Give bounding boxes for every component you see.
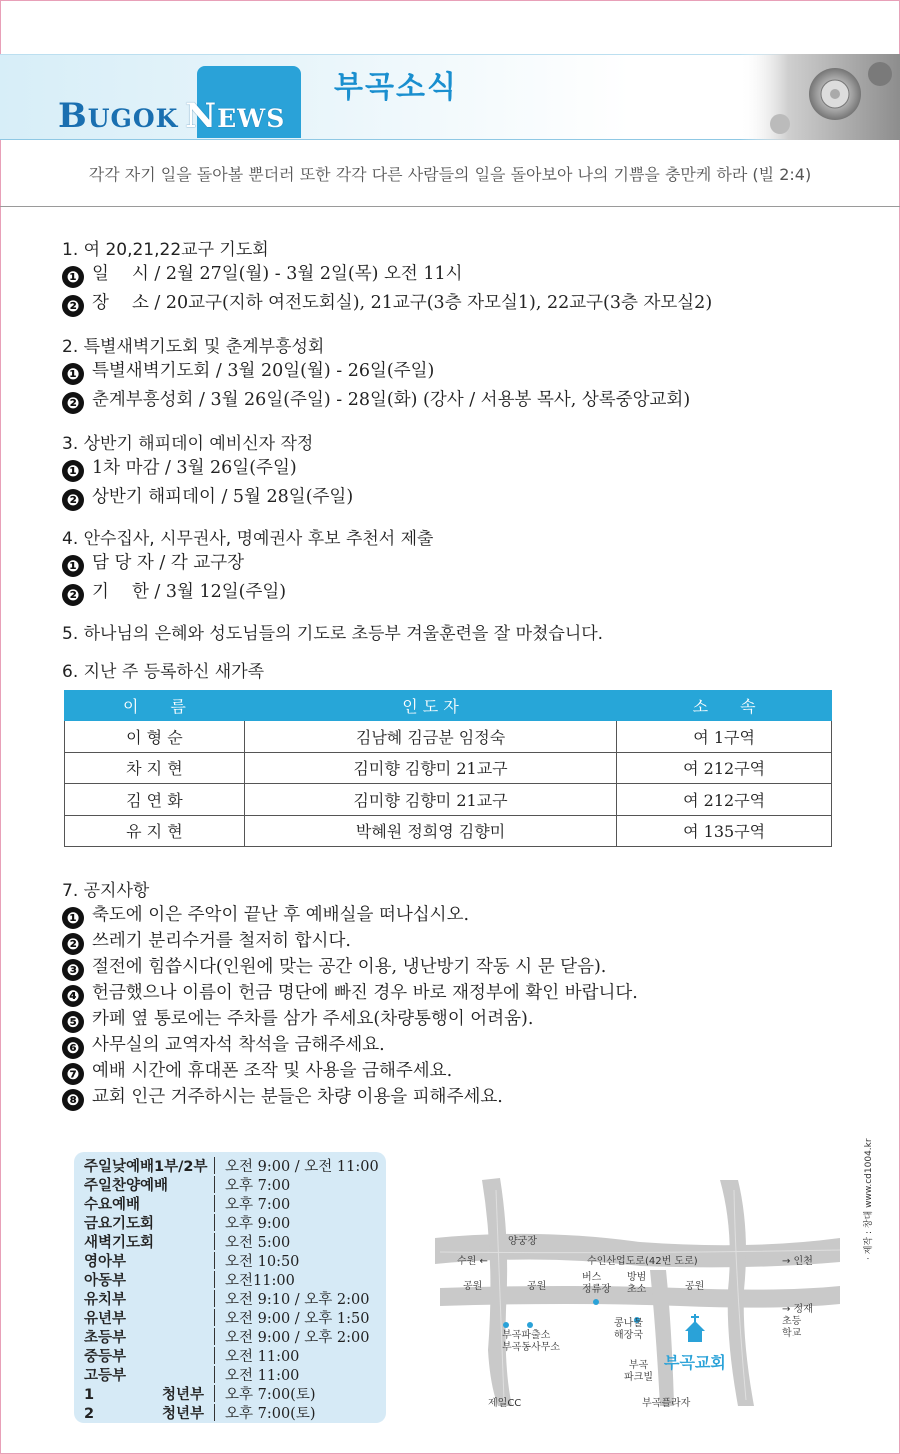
schedule-row: 1 청년부 오후 7:00(토) <box>84 1387 316 1403</box>
section-nomination <box>62 527 433 606</box>
map-label-police-box: 방범 초소 <box>627 1272 647 1295</box>
schedule-row: 유치부 오전 9:10 / 오후 2:00 <box>84 1292 370 1308</box>
schedule-row: 금요기도회 오후 9:00 <box>84 1216 291 1232</box>
logo-letter-b: B <box>58 96 88 136</box>
list-item: ❷ 장 소 / 20교구(지하 여전도회실), 21교구(3층 자모실1), 22교구(3층 자모실2) <box>62 291 712 317</box>
list-item: ❷ 쓰레기 분리수거를 철저히 합시다. <box>62 929 638 955</box>
number-marker: ❶ <box>62 555 84 577</box>
section-new-family <box>62 660 264 684</box>
number-marker: ❷ <box>62 933 84 955</box>
number-marker: ❸ <box>62 959 84 981</box>
logo-ews: EWS <box>217 104 286 133</box>
map-label-suwon: 수원 ← <box>457 1256 488 1267</box>
section-title: 1. 여 20,21,22교구 기도회 <box>62 240 269 260</box>
schedule-row: 주일찬양예배 오후 7:00 <box>84 1178 291 1194</box>
schedule-row: 유년부 오전 9:00 / 오후 1:50 <box>84 1311 370 1327</box>
number-marker: ❹ <box>62 985 84 1007</box>
number-marker: ❶ <box>62 460 84 482</box>
table-row <box>65 721 832 753</box>
cell-guide: 김미향 김향미 21교구 <box>244 784 616 816</box>
section-title: 5. 하나님의 은혜와 성도님들의 기도로 초등부 겨울훈련을 잘 마쳤습니다. <box>62 624 604 644</box>
map-label-church: 부곡교회 <box>664 1353 726 1372</box>
location-map <box>420 1170 880 1420</box>
number-marker: ❷ <box>62 489 84 511</box>
section-title: 2. 특별새벽기도회 및 춘계부흥성회 <box>62 337 325 357</box>
number-marker: ❶ <box>62 266 84 288</box>
map-label-police-office: 부곡파출소 부곡동사무소 <box>502 1330 560 1353</box>
list-item: ❻ 사무실의 교역자석 착석을 금해주세요. <box>62 1033 638 1059</box>
column-header-name: 이 름 <box>65 691 245 721</box>
cell-guide: 김미향 김향미 21교구 <box>244 752 616 784</box>
map-label-road: 수인산업도로(42번 도로) <box>587 1256 698 1267</box>
section-winter-training <box>62 622 603 646</box>
schedule-row: 중등부 오전 11:00 <box>84 1349 300 1365</box>
section-title: 4. 안수집사, 시무권사, 명예권사 후보 추천서 제출 <box>62 529 434 549</box>
number-marker: ❺ <box>62 1011 84 1033</box>
column-header-guide: 인 도 자 <box>244 691 616 721</box>
schedule-row: 수요예배 오후 7:00 <box>84 1197 291 1213</box>
list-item: ❹ 헌금했으나 이름이 헌금 명단에 빠진 경우 바로 재정부에 확인 바랍니다. <box>62 981 638 1007</box>
list-item: ❶ 일 시 / 2월 27일(월) - 3월 2일(목) 오전 11시 <box>62 262 712 288</box>
list-item: ❷ 상반기 해피데이 / 5월 28일(주일) <box>62 485 353 511</box>
map-label-restaurant: 콩나물 해장국 <box>614 1318 643 1341</box>
table-row <box>65 784 832 816</box>
list-item: ❶ 특별새벽기도회 / 3월 20일(월) - 26일(주일) <box>62 359 690 385</box>
list-item: ❶ 축도에 이은 주악이 끝난 후 예배실을 떠나십시오. <box>62 903 638 929</box>
number-marker: ❼ <box>62 1063 84 1085</box>
section-prayer-meeting <box>62 238 712 317</box>
cell-name: 이 형 순 <box>65 721 245 753</box>
schedule-row: 초등부 오전 9:00 / 오후 2:00 <box>84 1330 370 1346</box>
section-title: 6. 지난 주 등록하신 새가족 <box>62 662 265 682</box>
worship-schedule <box>74 1152 386 1423</box>
table-row <box>65 752 832 784</box>
section-announcements <box>62 879 638 1111</box>
section-title: 3. 상반기 해피데이 예비신자 작정 <box>62 434 314 454</box>
map-label-school: → 정재 초등 학교 <box>782 1304 813 1339</box>
list-item: ❽ 교회 인근 거주하시는 분들은 차량 이용을 피해주세요. <box>62 1085 638 1111</box>
cell-group: 여 1구역 <box>617 721 832 753</box>
flower-photo <box>740 54 900 140</box>
schedule-row: 2 청년부 오후 7:00(토) <box>84 1406 316 1422</box>
map-label-park: 공원 <box>685 1281 705 1292</box>
number-marker: ❶ <box>62 363 84 385</box>
schedule-row: 새벽기도회 오전 5:00 <box>84 1235 291 1251</box>
number-marker: ❷ <box>62 584 84 606</box>
cell-group: 여 135구역 <box>617 815 832 847</box>
list-item: ❶ 담 당 자 / 각 교구장 <box>62 551 433 577</box>
number-marker: ❷ <box>62 392 84 414</box>
number-marker: ❶ <box>62 907 84 929</box>
schedule-row: 아동부 오전11:00 <box>84 1273 295 1289</box>
cell-group: 여 212구역 <box>617 752 832 784</box>
list-item: ❼ 예배 시간에 휴대폰 조작 및 사용을 금해주세요. <box>62 1059 638 1085</box>
number-marker: ❷ <box>62 295 84 317</box>
list-item: ❶ 1차 마감 / 3월 26일(주일) <box>62 456 353 482</box>
cell-guide: 김남혜 김금분 임정숙 <box>244 721 616 753</box>
number-marker: ❽ <box>62 1089 84 1111</box>
map-label-jeilcc: 제일CC <box>488 1398 522 1409</box>
number-marker: ❻ <box>62 1037 84 1059</box>
section-title: 7. 공지사항 <box>62 881 150 901</box>
table-row <box>65 815 832 847</box>
list-item: ❷ 기 한 / 3월 12일(주일) <box>62 580 433 606</box>
bible-verse: 각각 자기 일을 돌아볼 뿐더러 또한 각각 다른 사람들의 일을 돌아보아 나의 기쁨을 충만케 하라 (빌 2:4) <box>88 165 812 184</box>
map-label-yanggung: 양궁장 <box>508 1236 537 1247</box>
list-item: ❷ 춘계부흥성회 / 3월 26일(주일) - 28일(화) (강사 / 서용봉 목사, 상록중앙교회) <box>62 388 690 414</box>
map-label-park: 공원 <box>463 1281 483 1292</box>
section-special-prayer <box>62 335 690 414</box>
section-happyday <box>62 432 353 511</box>
map-label-parkville: 부곡 파크빌 <box>624 1360 653 1383</box>
schedule-row: 영아부 오전 10:50 <box>84 1254 300 1270</box>
list-item: ❺ 카페 옆 통로에는 주차를 삼가 주세요(차량통행이 어려움). <box>62 1007 638 1033</box>
cell-name: 김 연 화 <box>65 784 245 816</box>
schedule-row: 고등부 오전 11:00 <box>84 1368 300 1384</box>
credit-text: · 제작 : 창대 www.cd1004.kr <box>864 1138 874 1260</box>
verse-divider <box>0 206 900 207</box>
cell-name: 차 지 현 <box>65 752 245 784</box>
table-header-row <box>65 691 832 721</box>
cell-group: 여 212구역 <box>617 784 832 816</box>
schedule-row: 주일낮예배1부/2부 오전 9:00 / 오전 11:00 <box>84 1159 379 1175</box>
cell-name: 유 지 현 <box>65 815 245 847</box>
map-label-bus-stop: 버스 정류장 <box>582 1272 611 1295</box>
list-item: ❸ 절전에 힘씁시다(인원에 맞는 공간 이용, 냉난방기 작동 시 문 닫음). <box>62 955 638 981</box>
column-header-group: 소 속 <box>617 691 832 721</box>
logo-letter-n: N <box>185 96 218 136</box>
map-label-park: 공원 <box>527 1281 547 1292</box>
page-title: 부곡소식 <box>334 70 458 105</box>
map-label-incheon: → 인천 <box>782 1256 813 1267</box>
cell-guide: 박혜원 정희영 김향미 <box>244 815 616 847</box>
logo-ugok: UGOK <box>87 104 179 133</box>
new-family-table <box>64 690 832 847</box>
map-label-plaza: 부곡플라자 <box>642 1398 691 1409</box>
bugok-news-logo <box>58 96 285 136</box>
